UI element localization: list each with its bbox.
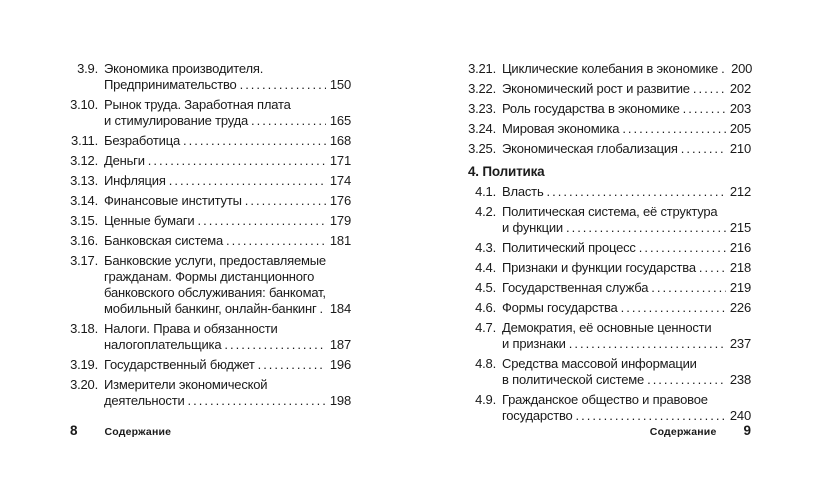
toc-entry-text: банковского обслуживания: банкомат, (104, 285, 326, 300)
toc-entry-text: Формы государства (502, 300, 618, 315)
toc-page-ref: 203 (729, 101, 751, 116)
leader-dots (183, 133, 326, 149)
toc-entry (66, 233, 351, 249)
toc-entry (66, 97, 351, 129)
toc-entry-text: Власть (502, 184, 544, 199)
toc-entry-line (502, 204, 751, 220)
toc-entry (464, 141, 751, 157)
toc-entry (464, 61, 751, 77)
toc-entry-text: Банковская система (104, 233, 223, 248)
toc-entry-number: 3.15. (70, 213, 98, 228)
toc-page-ref: 240 (729, 408, 751, 423)
toc-column-right-page (464, 61, 751, 428)
toc-entry (464, 320, 751, 352)
page-footer-left (70, 423, 171, 438)
toc-entry-line (104, 113, 351, 129)
toc-entry-number: 3.16. (70, 233, 98, 248)
toc-entry-line (104, 133, 351, 149)
toc-entry-number: 3.19. (70, 357, 98, 372)
toc-page-ref: 187 (329, 337, 351, 352)
toc-entry-line (104, 61, 351, 77)
toc-entry (464, 280, 751, 296)
running-title-right: Содержание (649, 426, 717, 438)
leader-dots (621, 300, 726, 316)
toc-entry-number: 3.24. (468, 121, 496, 136)
toc-entry-line (502, 141, 751, 157)
toc-entry-body (104, 213, 351, 229)
toc-entry-number: 4.2. (475, 204, 496, 219)
leader-dots (576, 408, 726, 424)
toc-entry-text: Государственный бюджет (104, 357, 255, 372)
toc-entry-line (502, 240, 751, 256)
toc-entry (66, 213, 351, 229)
toc-entry-text: и признаки (502, 336, 566, 351)
toc-entry-line (104, 253, 351, 269)
toc-entry-line (104, 173, 351, 189)
toc-entry (464, 184, 751, 200)
toc-entry (66, 173, 351, 189)
toc-entry (464, 204, 751, 236)
toc-entry (66, 61, 351, 93)
leader-dots (258, 357, 326, 373)
toc-entry (66, 193, 351, 209)
leader-dots (251, 113, 326, 129)
toc-entry-text: Инфляция (104, 173, 166, 188)
toc-entry-body (502, 184, 751, 200)
toc-entry-number: 3.17. (70, 253, 98, 268)
toc-entry-number: 3.12. (70, 153, 98, 168)
leader-dots (681, 141, 726, 157)
toc-entry-number: 4.4. (475, 260, 496, 275)
toc-entry-line (502, 280, 751, 296)
leader-dots (566, 220, 726, 236)
toc-entry-line (502, 392, 751, 408)
toc-entry-body (104, 133, 351, 149)
toc-entry-text: Деньги (104, 153, 145, 168)
toc-page-ref: 237 (729, 336, 751, 351)
toc-entry-body (502, 141, 751, 157)
toc-page-ref: 226 (729, 300, 751, 315)
toc-entry-number: 3.9. (77, 61, 98, 76)
toc-entry-line (502, 121, 751, 137)
toc-entry-body (502, 121, 751, 137)
toc-entry-line (104, 321, 351, 337)
toc-entry-text: Ценные бумаги (104, 213, 195, 228)
running-title-left: Содержание (104, 426, 172, 438)
toc-entry-body (104, 97, 351, 129)
leader-dots (188, 393, 326, 409)
toc-entry (464, 121, 751, 137)
toc-entry (464, 392, 751, 424)
leader-dots (651, 280, 726, 296)
leader-dots (569, 336, 726, 352)
leader-dots (683, 101, 726, 117)
toc-entry (66, 153, 351, 169)
toc-entry-line (502, 408, 751, 424)
toc-entry-number: 3.21. (468, 61, 496, 76)
toc-entry-number: 4.5. (475, 280, 496, 295)
toc-entry-body (502, 61, 751, 77)
toc-entry-body (104, 153, 351, 169)
toc-entry-text: государство (502, 408, 573, 423)
toc-entry-text: Рынок труда. Заработная плата (104, 97, 291, 112)
toc-entry-line (104, 269, 351, 285)
toc-entry-line (502, 220, 751, 236)
toc-entry-number: 3.18. (70, 321, 98, 336)
toc-entry-body (502, 392, 751, 424)
toc-entry-body (104, 233, 351, 249)
toc-page-ref: 184 (329, 301, 351, 316)
toc-entry-text: Экономический рост и развитие (502, 81, 690, 96)
toc-entry (464, 240, 751, 256)
toc-entry (66, 321, 351, 353)
toc-entry-number: 3.10. (70, 97, 98, 112)
toc-page-ref: 168 (329, 133, 351, 148)
toc-entry-number: 4.3. (475, 240, 496, 255)
toc-entry-line (104, 233, 351, 249)
page-footer-right (650, 423, 751, 438)
toc-page-ref: 210 (729, 141, 751, 156)
toc-column-left-page (66, 61, 351, 413)
toc-entry-text: Политическая система, её структура (502, 204, 718, 219)
toc-page-ref: 205 (729, 121, 751, 136)
leader-dots (547, 184, 726, 200)
toc-entry-line (104, 213, 351, 229)
toc-entry-body (502, 204, 751, 236)
toc-entry-text: Безработица (104, 133, 180, 148)
toc-entry-body (502, 260, 751, 276)
toc-entry-number: 3.23. (468, 101, 496, 116)
toc-page-ref: 171 (329, 153, 351, 168)
toc-entry-text: Финансовые институты (104, 193, 242, 208)
toc-page-ref: 202 (729, 81, 751, 96)
toc-entry-line (104, 301, 351, 317)
toc-entry-text: Предпринимательство (104, 77, 237, 92)
toc-entry (464, 300, 751, 316)
toc-entry-line (502, 260, 751, 276)
toc-entry-body (104, 321, 351, 353)
toc-section-header: 4. Политика (468, 164, 545, 179)
toc-page-ref: 216 (729, 240, 751, 255)
toc-entry-text: Роль государства в экономике (502, 101, 680, 116)
toc-page-ref: 212 (729, 184, 751, 199)
toc-entry-number: 3.20. (70, 377, 98, 392)
toc-entry-number: 4.9. (475, 392, 496, 407)
toc-entry-text: деятельности (104, 393, 185, 408)
toc-entry-text: Политический процесс (502, 240, 636, 255)
leader-dots (148, 153, 326, 169)
toc-entry-text: Экономика производителя. (104, 61, 264, 76)
toc-entry-body (502, 356, 751, 388)
leader-dots (245, 193, 326, 209)
leader-dots (639, 240, 726, 256)
toc-entry-line (502, 101, 751, 117)
toc-entry-body (502, 320, 751, 352)
toc-entry-body (502, 300, 751, 316)
toc-entry-text: гражданам. Формы дистанционного (104, 269, 315, 284)
toc-page-ref: 179 (329, 213, 351, 228)
toc-entry-text: Циклические колебания в экономике (502, 61, 719, 76)
toc-entry-line (502, 372, 751, 388)
toc-entry-line (502, 320, 751, 336)
toc-entry (66, 377, 351, 409)
toc-page-ref: 198 (329, 393, 351, 408)
toc-entry-number: 4.8. (475, 356, 496, 371)
toc-entry (66, 253, 351, 317)
toc-entry-number: 4.6. (475, 300, 496, 315)
toc-entry-number: 3.25. (468, 141, 496, 156)
toc-entry-number: 4.7. (475, 320, 496, 335)
toc-entry-line (502, 81, 751, 97)
toc-entry-body (104, 377, 351, 409)
leader-dots (622, 121, 726, 137)
toc-entry-text: Мировая экономика (502, 121, 620, 136)
toc-entry-line (104, 77, 351, 93)
toc-entry-line (104, 285, 351, 301)
toc-entry-line (104, 193, 351, 209)
toc-entry-number: 3.11. (71, 133, 98, 148)
toc-entry-body (104, 193, 351, 209)
toc-entry (66, 357, 351, 373)
toc-entry-text: Измерители экономической (104, 377, 268, 392)
toc-page-ref: 176 (329, 193, 351, 208)
toc-entry-number: 3.22. (468, 81, 496, 96)
toc-entry-line (104, 377, 351, 393)
toc-entry-body (104, 173, 351, 189)
toc-entry-text: Признаки и функции государства (502, 260, 696, 275)
toc-page-ref: 165 (329, 113, 351, 128)
toc-entry-text: и стимулирование труда (104, 113, 248, 128)
toc-entry-text: Налоги. Права и обязанности (104, 321, 278, 336)
toc-entry-number: 3.14. (70, 193, 98, 208)
toc-page-ref: 196 (329, 357, 351, 372)
leader-dots (320, 301, 326, 317)
toc-entry-line (502, 184, 751, 200)
toc-entry-text: Государственная служба (502, 280, 649, 295)
toc-entry-text: Средства массовой информации (502, 356, 697, 371)
toc-entry (464, 356, 751, 388)
toc-entry-body (104, 253, 351, 317)
toc-entry-text: налогоплательщика (104, 337, 222, 352)
toc-entry-line (104, 97, 351, 113)
toc-entry-body (502, 81, 751, 97)
toc-entry-line (104, 153, 351, 169)
toc-entry-line (502, 336, 751, 352)
toc-entry-text: Демократия, её основные ценности (502, 320, 712, 335)
toc-page-ref: 150 (329, 77, 351, 92)
toc-entry-body (502, 280, 751, 296)
toc-entry-body (104, 61, 351, 93)
toc-entry-line (104, 393, 351, 409)
toc-entry-body (502, 101, 751, 117)
toc-page-ref: 218 (729, 260, 751, 275)
toc-entry (66, 133, 351, 149)
toc-entry-text: мобильный банкинг, онлайн-банкинг (104, 301, 317, 316)
leader-dots (240, 77, 326, 93)
toc-entry-line (104, 337, 351, 353)
toc-entry-text: Гражданское общество и правовое (502, 392, 708, 407)
leader-dots (699, 260, 726, 276)
leader-dots (197, 213, 325, 229)
toc-entry-text: и функции (502, 220, 563, 235)
toc-entry-line (502, 61, 751, 77)
toc-entry-number: 3.13. (70, 173, 98, 188)
toc-page-ref: 215 (729, 220, 751, 235)
toc-entry-line (104, 357, 351, 373)
leader-dots (721, 61, 727, 77)
leader-dots (169, 173, 326, 189)
toc-page-ref: 219 (729, 280, 751, 295)
leader-dots (224, 337, 326, 353)
leader-dots (647, 372, 726, 388)
toc-entry-text: Экономическая глобализация (502, 141, 678, 156)
toc-entry-text: в политической системе (502, 372, 645, 387)
toc-entry (464, 81, 751, 97)
toc-entry-line (502, 300, 751, 316)
toc-entry-body (502, 240, 751, 256)
toc-entry (464, 101, 751, 117)
toc-page-ref: 174 (329, 173, 351, 188)
toc-entry-body (104, 357, 351, 373)
page-number-right: 9 (743, 423, 751, 438)
toc-page-ref: 238 (729, 372, 751, 387)
toc-entry-line (502, 356, 751, 372)
leader-dots (226, 233, 326, 249)
page-number-left: 8 (70, 423, 78, 438)
toc-page-ref: 181 (329, 233, 351, 248)
toc-page-ref: 200 (731, 61, 753, 76)
leader-dots (693, 81, 726, 97)
toc-entry (464, 260, 751, 276)
toc-entry-text: Банковские услуги, предоставляемые (104, 253, 326, 268)
toc-entry-number: 4.1. (475, 184, 496, 199)
